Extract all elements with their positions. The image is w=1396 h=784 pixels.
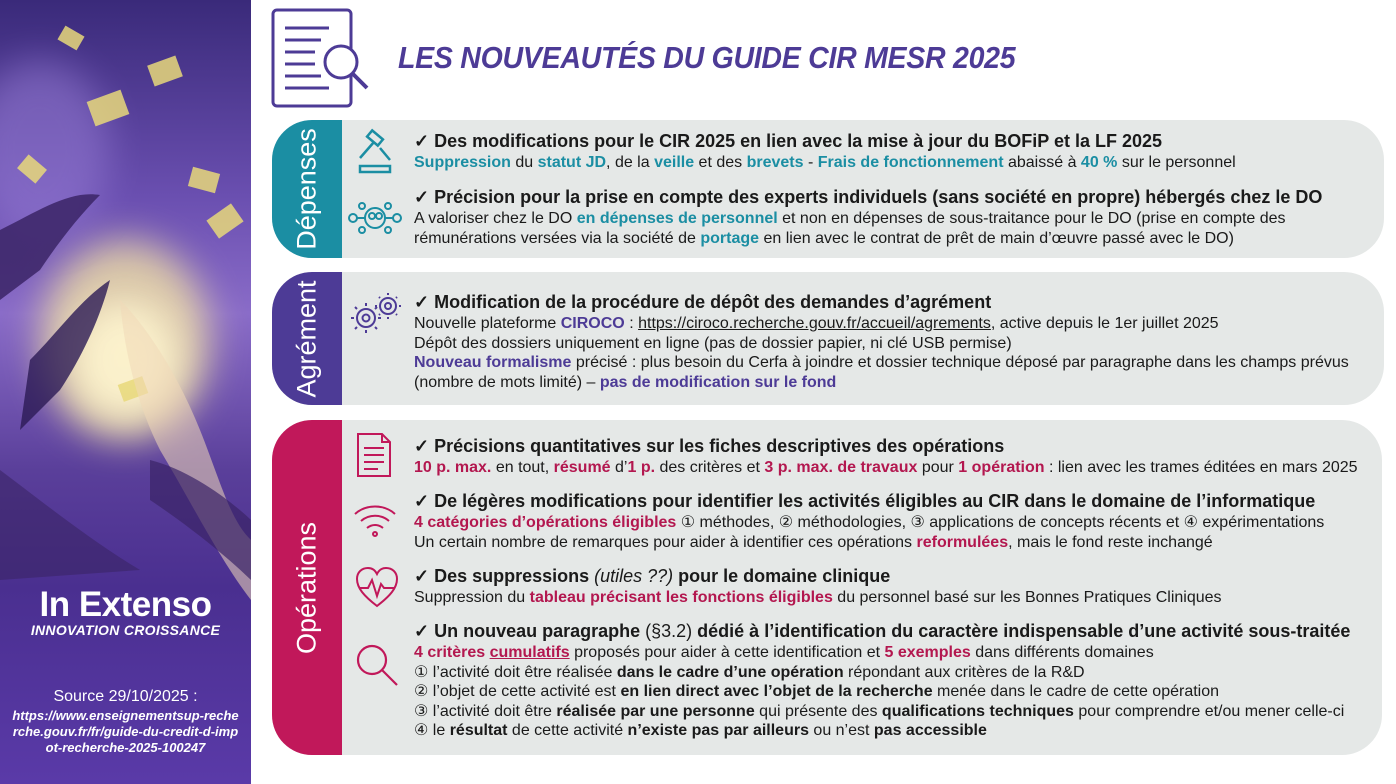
source-url: https://www.enseignementsup-recherche.gouv.fr/fr/guide-du-credit-d-impot-recherche-2025-100247 xyxy=(12,708,239,755)
item-line: 10 p. max. en tout, résumé d’1 p. des critères et 3 p. max. de travaux pour 1 opération : lien avec les trames éditées en mars 2025 xyxy=(414,459,1358,476)
item-operations-1 xyxy=(414,436,1376,478)
item-operations-2 xyxy=(414,491,1376,552)
wifi-icon xyxy=(352,500,402,550)
item-line: Nouveau formalisme précisé : plus besoin du Cerfa à joindre et dossier technique déposé par paragraphe dans les champs prévus xyxy=(414,354,1349,371)
brand-tagline: INNOVATION CROISSANCE xyxy=(30,622,221,638)
gavel-icon xyxy=(352,128,402,178)
tab-depenses-label: Dépenses xyxy=(291,128,322,250)
item-heading: ✓ Précisions quantitatives sur les fiches descriptives des opérations xyxy=(414,436,1005,456)
source-label: Source 29/10/2025 : xyxy=(53,688,198,705)
hero-image-panel xyxy=(0,0,251,784)
item-line: Dépôt des dossiers uniquement en ligne (pas de dossier papier, ni clé USB permise) xyxy=(414,334,1012,352)
item-line: ① l’activité doit être réalisée dans le cadre d’une opération répondant aux critères de la R&D xyxy=(414,663,1085,681)
item-operations-3 xyxy=(414,566,1376,608)
item-line: ② l’objet de cette activité est en lien direct avec l’objet de la recherche menée dans le cadre de cette opération xyxy=(414,683,1220,700)
tab-agrement xyxy=(272,272,342,405)
item-operations-4 xyxy=(414,621,1376,741)
item-line: 4 catégories d’opérations éligibles ① méthodes, ② méthodologies, ③ applications de concepts récents et ④ expérimentations xyxy=(414,514,1325,531)
item-line: ④ le résultat de cette activité n’existe pas par ailleurs ou n’est pas accessible xyxy=(414,722,987,739)
item-line: Nouvelle plateforme CIROCO : https://ciroco.recherche.gouv.fr/accueil/agrements, active depuis le 1er juillet 2025 xyxy=(414,315,1219,332)
document-search-icon xyxy=(271,8,371,108)
source-note xyxy=(10,688,241,756)
item-line: Suppression du statut JD, de la veille et des brevets - Frais de fonctionnement abaissé à 40 % sur le personnel xyxy=(414,154,1236,171)
tab-depenses xyxy=(272,120,342,258)
tab-agrement-label: Agrément xyxy=(291,279,322,398)
ciroco-link[interactable]: https://ciroco.recherche.gouv.fr/accueil/agrements xyxy=(638,315,991,332)
section-agrement xyxy=(272,272,1384,405)
item-line: ③ l’activité doit être réalisée par une personne qui présente des qualifications techniques pour comprendre et/ou mener celle-ci xyxy=(414,702,1345,720)
brand-logo-name: In Extenso xyxy=(39,585,212,624)
search-icon xyxy=(354,642,404,692)
item-heading: ✓ Précision pour la prise en compte des experts individuels (sans société en propre) hébergés chez le DO xyxy=(414,187,1323,207)
hands-illustration xyxy=(0,0,251,784)
item-depenses-2 xyxy=(414,187,1378,248)
item-heading: ✓ De légères modifications pour identifier les activités éligibles au CIR dans le domaine de l’informatique xyxy=(414,491,1316,511)
item-line: 4 critères cumulatifs proposés pour aider à cette identification et 5 exemples dans différents domaines xyxy=(414,644,1154,661)
item-heading: ✓ Des modifications pour le CIR 2025 en lien avec la mise à jour du BOFiP et la LF 2025 xyxy=(414,131,1162,151)
item-line: Un certain nombre de remarques pour aider à identifier ces opérations reformulées, mais le fond reste inchangé xyxy=(414,533,1213,551)
item-heading: ✓ Des suppressions (utiles ??) pour le domaine clinique xyxy=(414,566,891,586)
item-agrement-1 xyxy=(414,292,1378,392)
tab-operations xyxy=(272,420,342,755)
item-heading: ✓ Un nouveau paragraphe (§3.2) dédié à l’identification du caractère indispensable d’une activité sous-traitée xyxy=(414,621,1351,641)
heart-pulse-icon xyxy=(354,566,404,616)
item-depenses-1 xyxy=(414,131,1378,173)
document-icon xyxy=(354,430,404,480)
item-heading: ✓ Modification de la procédure de dépôt des demandes d’agrément xyxy=(414,292,992,312)
section-operations xyxy=(272,420,1382,755)
page-title: LES NOUVEAUTÉS DU GUIDE CIR MESR 2025 xyxy=(398,40,1016,75)
item-line: (nombre de mots limité) – pas de modification sur le fond xyxy=(414,373,837,391)
tab-operations-label: Opérations xyxy=(291,521,322,654)
gears-icon xyxy=(348,292,398,342)
item-line: Suppression du tableau précisant les fonctions éligibles du personnel basé sur les Bonnes Pratiques Cliniques xyxy=(414,589,1222,606)
network-people-icon xyxy=(348,198,398,248)
item-line: A valoriser chez le DO en dépenses de personnel et non en dépenses de sous-traitance pour le DO (prise en compte des xyxy=(414,210,1286,227)
section-depenses xyxy=(272,120,1384,258)
item-line: rémunérations versées via la société de portage en lien avec le contrat de prêt de main d’œuvre passé avec le DO) xyxy=(414,229,1234,247)
